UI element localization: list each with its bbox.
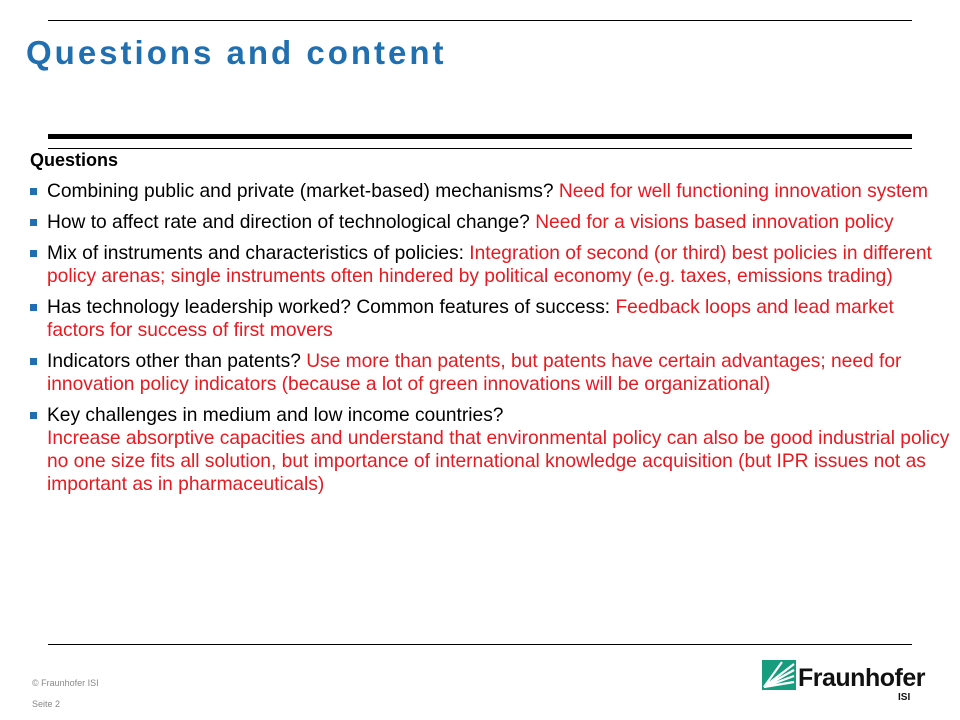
logo-sub: ISI bbox=[898, 692, 911, 703]
list-item bbox=[30, 211, 955, 234]
slide-content bbox=[30, 150, 955, 504]
footer-page-number: Seite 2 bbox=[32, 699, 61, 709]
question-text: Key challenges in medium and low income countries? bbox=[47, 405, 504, 426]
question-text: Mix of instruments and characteristics of policies: bbox=[47, 243, 470, 264]
questions-heading: Questions bbox=[30, 150, 119, 170]
question-text: Indicators other than patents? bbox=[47, 351, 307, 372]
answer-text: Increase absorptive capacities and understand that environmental policy can also be good industrial policy bbox=[47, 428, 950, 449]
answer-text: Feedback loops and lead market factors for success of first movers bbox=[47, 297, 894, 341]
square-bullet-icon bbox=[30, 219, 37, 226]
footer-rule bbox=[48, 644, 912, 645]
answer-text: Need for a visions based innovation policy bbox=[535, 212, 894, 233]
question-text: Has technology leadership worked? Common features of success: bbox=[47, 297, 616, 318]
fraunhofer-logo-mark-icon bbox=[762, 660, 796, 690]
square-bullet-icon bbox=[30, 188, 37, 195]
square-bullet-icon bbox=[30, 250, 37, 257]
square-bullet-icon bbox=[30, 304, 37, 311]
fraunhofer-logo bbox=[762, 660, 925, 706]
list-item bbox=[30, 296, 955, 342]
title-thin-rule bbox=[48, 148, 912, 149]
question-text: How to affect rate and direction of technological change? bbox=[47, 212, 536, 233]
square-bullet-icon bbox=[30, 412, 37, 419]
logo-name: Fraunhofer bbox=[798, 664, 925, 692]
footer-copyright: © Fraunhofer ISI bbox=[32, 678, 99, 688]
question-list bbox=[30, 180, 955, 496]
square-bullet-icon bbox=[30, 358, 37, 365]
answer-text: Integration of second (or third) best policies in different policy arenas; single instruments often hindered by political economy (e.g. taxes, emissions trading) bbox=[47, 243, 932, 287]
list-item bbox=[30, 242, 955, 288]
answer-text-second: no one size fits all solution, but importance of international knowledge acquisition (but IPR issues not as important as in pharmaceuticals) bbox=[47, 451, 926, 495]
list-item bbox=[30, 180, 955, 203]
question-text: Combining public and private (market-based) mechanisms? bbox=[47, 181, 559, 202]
top-rule bbox=[48, 20, 912, 21]
title-thick-rule bbox=[48, 134, 912, 139]
list-item bbox=[30, 404, 955, 496]
answer-text: Use more than patents, but patents have certain advantages; need for innovation policy indicators (because a lot of green innovations will be organizational) bbox=[47, 351, 902, 395]
answer-text: Need for well functioning innovation system bbox=[558, 181, 928, 202]
list-item bbox=[30, 350, 955, 396]
slide-title: Questions and content bbox=[26, 34, 447, 71]
